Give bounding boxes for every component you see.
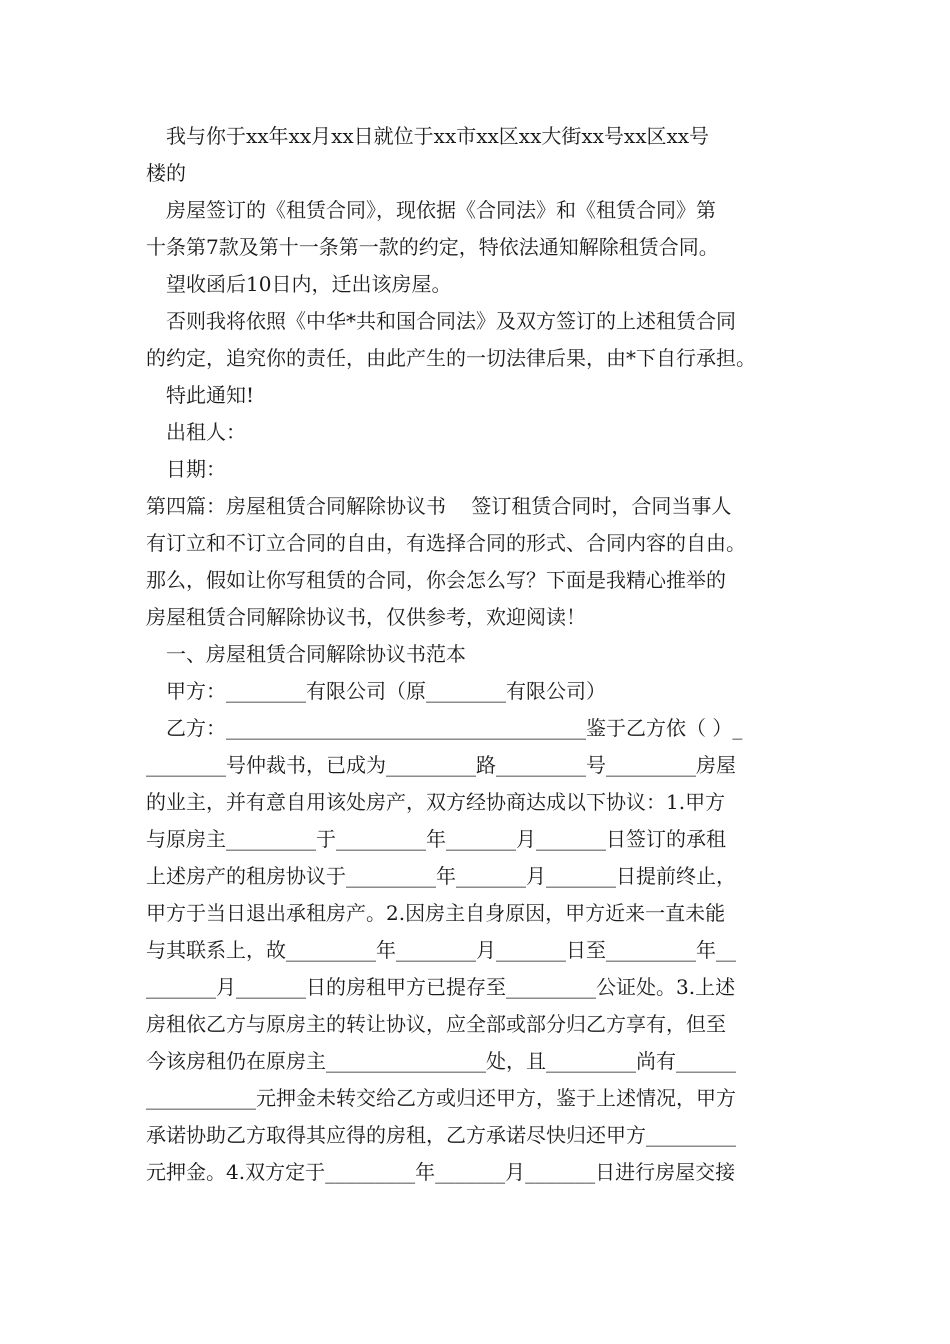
text-line: 出租人： xyxy=(166,420,246,444)
text-line: 否则我将依照《中华*共和国合同法》及双方签订的上述租赁合同 xyxy=(166,309,736,333)
text-line: 第四篇：房屋租赁合同解除协议书 签订租赁合同时，合同当事人 xyxy=(146,494,732,518)
text-line: 的约定，追究你的责任，由此产生的一切法律后果，由*下自行承担。 xyxy=(146,346,756,370)
text-line: 甲方：________有限公司（原________有限公司） xyxy=(166,679,606,703)
text-line: 我与你于xx年xx月xx日就位于xx市xx区xx大街xx号xx区xx号 xyxy=(166,124,710,148)
text-line: 十条第7款及第十一条第一款的约定，特依法通知解除租赁合同。 xyxy=(146,235,719,259)
text-line: 的业主，并有意自用该处房产，双方经协商达成以下协议：1.甲方 xyxy=(146,790,726,814)
text-line: 乙方：____________________________________鉴于乙方依（ ）_ xyxy=(166,716,743,740)
text-line: 甲方于当日退出承租房产。2.因房主自身原因，甲方近来一直未能 xyxy=(146,901,726,925)
text-line: 日期： xyxy=(166,457,226,481)
text-line: 房屋签订的《租赁合同》，现依据《合同法》和《租赁合同》第 xyxy=(166,198,716,222)
text-line: 一、房屋租赁合同解除协议书范本 xyxy=(166,642,466,666)
document-body xyxy=(146,118,816,1191)
text-line: 与原房主_________于_________年_______月_______日签订的承租 xyxy=(146,827,726,851)
text-line: 那么，假如让你写租赁的合同，你会怎么写？下面是我精心推举的 xyxy=(146,568,726,592)
text-line: 上述房产的租房协议于_________年_______月_______日提前终止， xyxy=(146,864,736,888)
text-line: 今该房租仍在原房主________________处，且_________尚有______ xyxy=(146,1049,736,1073)
text-line: ________号仲裁书，已成为_________路_________号_________房屋 xyxy=(146,753,736,777)
text-line: _______月_______日的房租甲方已提存至_________公证处。3.上述 xyxy=(146,975,736,999)
text-line: 特此通知! xyxy=(166,383,255,407)
text-line: 元押金。4.双方定于_________年_______月_______日进行房屋交接 xyxy=(146,1160,736,1184)
text-line: ___________元押金未转交给乙方或归还甲方，鉴于上述情况，甲方 xyxy=(146,1086,736,1110)
text-line: 楼的 xyxy=(146,161,186,185)
text-line: 望收函后10日内，迁出该房屋。 xyxy=(166,272,452,296)
text-line: 与其联系上，故_________年________月_______日至_________年__ xyxy=(146,938,736,962)
text-line: 有订立和不订立合同的自由，有选择合同的形式、合同内容的自由。 xyxy=(146,531,746,555)
text-line: 承诺协助乙方取得其应得的房租，乙方承诺尽快归还甲方_________ xyxy=(146,1123,736,1147)
text-line: 房租依乙方与原房主的转让协议，应全部或部分归乙方享有，但至 xyxy=(146,1012,726,1036)
text-line: 房屋租赁合同解除协议书，仅供参考，欢迎阅读！ xyxy=(146,605,586,629)
